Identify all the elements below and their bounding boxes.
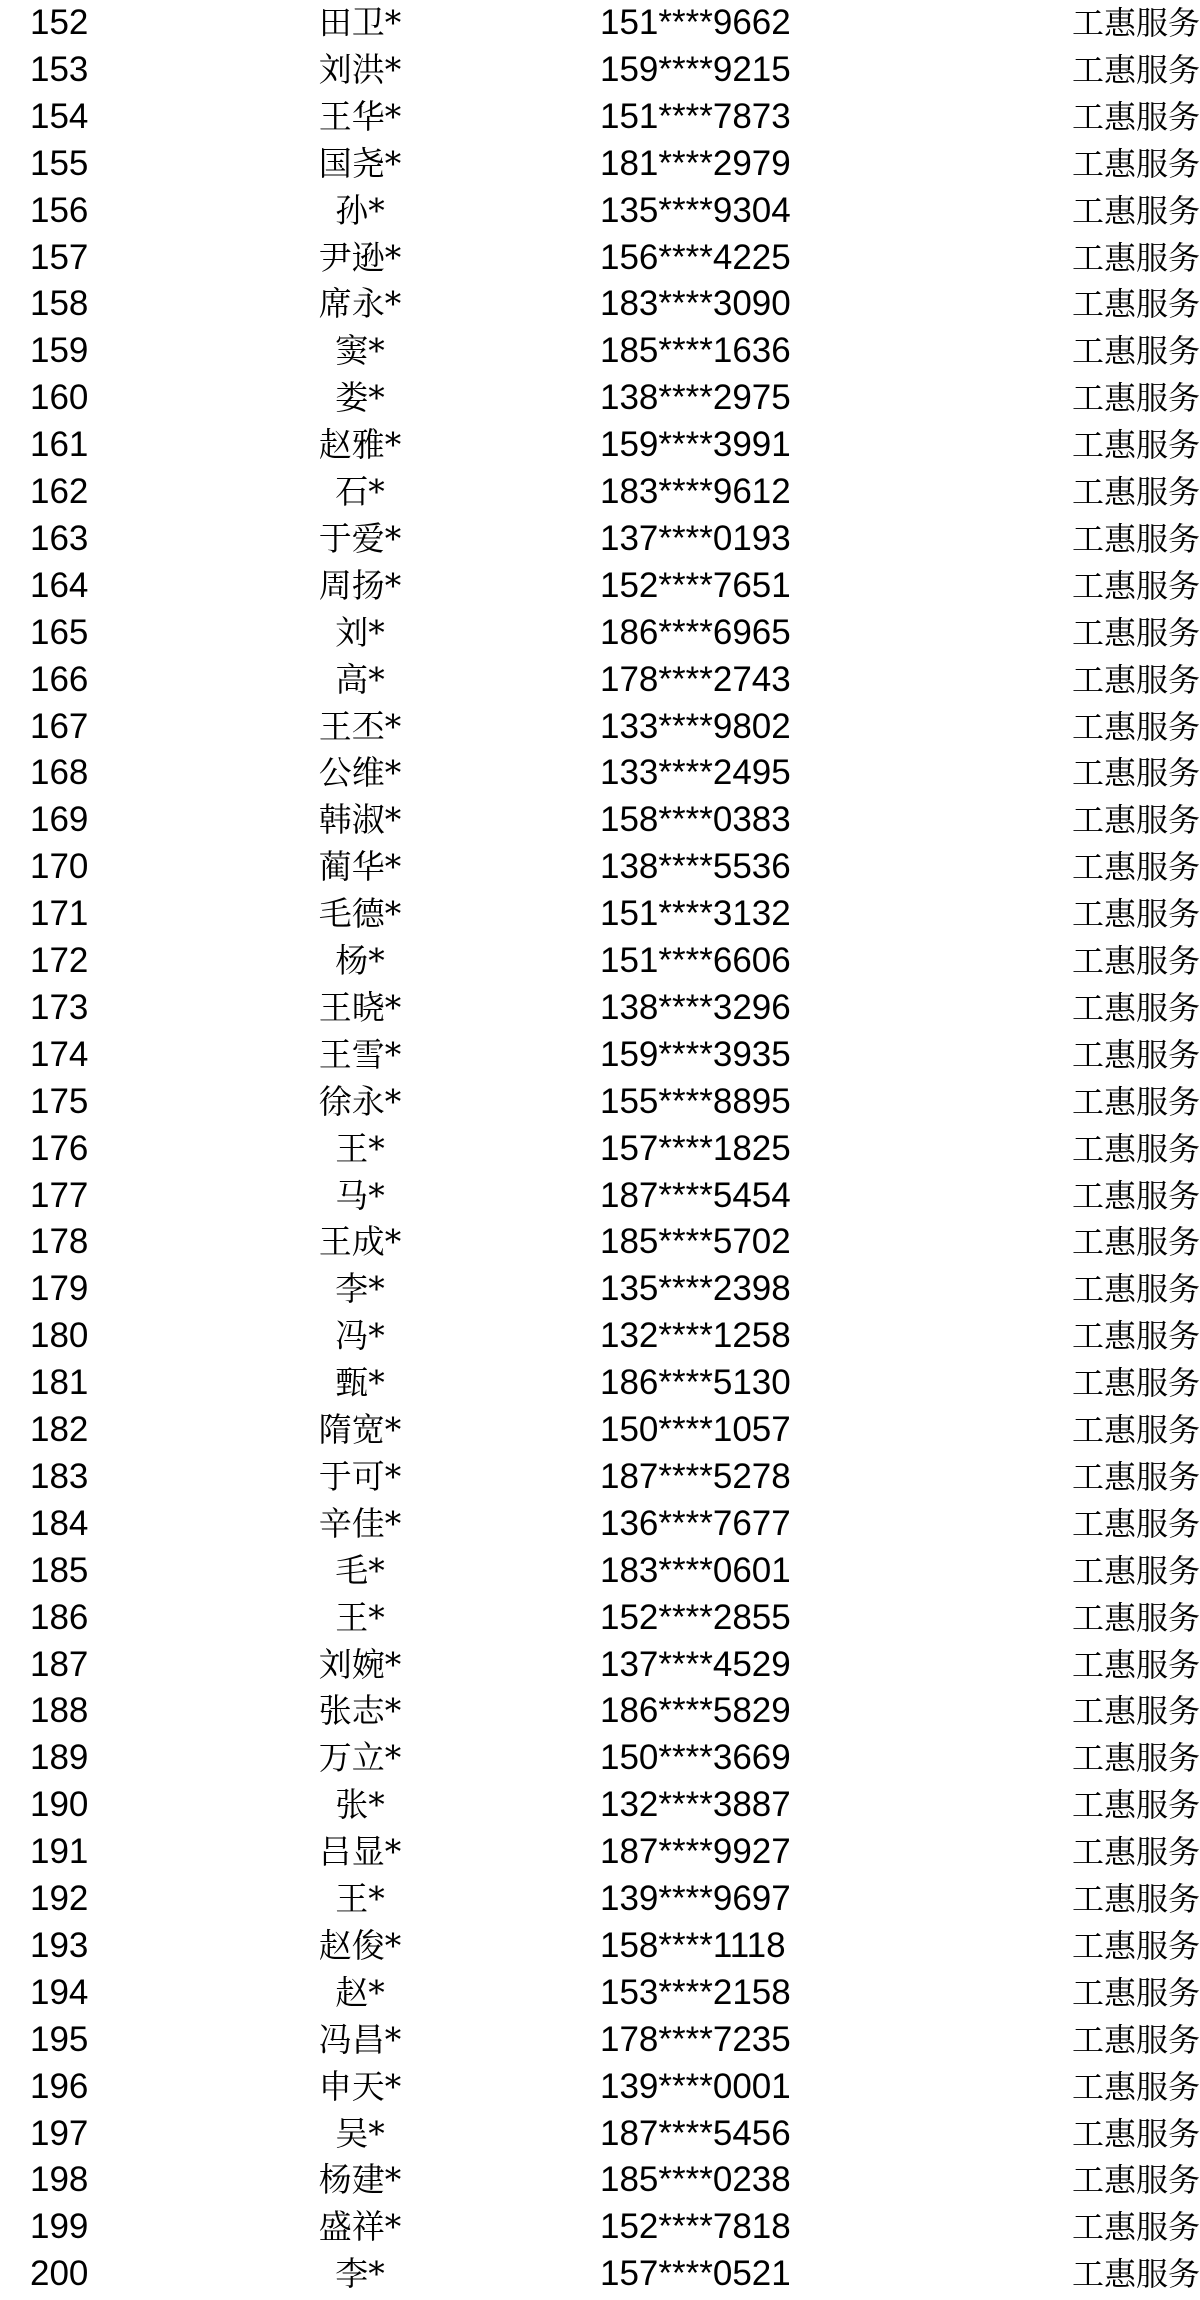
member-name: 公维* xyxy=(318,753,402,793)
table-row xyxy=(0,563,1200,610)
table-row xyxy=(0,1595,1200,1642)
phone-number: 138****5536 xyxy=(600,847,791,887)
row-number: 178 xyxy=(30,1222,89,1262)
phone-number: 138****2975 xyxy=(600,378,791,418)
row-number: 182 xyxy=(30,1410,89,1449)
phone-number: 158****0383 xyxy=(600,800,791,840)
service-type: 工惠服务 xyxy=(1071,942,1200,980)
member-name: 马* xyxy=(335,1175,385,1215)
phone-number: 151****7873 xyxy=(600,96,791,136)
member-name: 石* xyxy=(335,472,385,511)
table-row xyxy=(0,750,1200,797)
table-row xyxy=(0,0,1200,47)
row-number: 156 xyxy=(30,190,89,230)
row-number: 187 xyxy=(30,1644,89,1684)
table-row xyxy=(0,610,1200,657)
member-name: 王丕* xyxy=(318,706,402,746)
member-name: 于可* xyxy=(318,1456,402,1496)
phone-number: 132****3887 xyxy=(600,1785,791,1825)
table-row xyxy=(0,375,1200,422)
member-name: 刘* xyxy=(335,612,385,652)
phone-number: 150****3669 xyxy=(600,1738,791,1778)
member-name: 于爱* xyxy=(318,518,402,558)
member-name: 娄* xyxy=(335,378,385,418)
row-number: 152 xyxy=(30,3,89,42)
service-type: 工惠服务 xyxy=(1071,613,1200,652)
phone-number: 187****5454 xyxy=(600,1175,791,1215)
phone-number: 181****2979 xyxy=(600,143,791,183)
phone-number: 157****1825 xyxy=(600,1128,791,1168)
member-name: 冯昌* xyxy=(318,2019,402,2059)
phone-number: 139****0001 xyxy=(600,2066,791,2106)
member-name: 国尧* xyxy=(318,143,402,183)
service-type: 工惠服务 xyxy=(1071,2161,1200,2200)
phone-number: 138****3296 xyxy=(600,987,791,1027)
phone-number: 186****5829 xyxy=(600,1691,791,1731)
row-number: 172 xyxy=(30,941,89,980)
phone-number: 159****3935 xyxy=(600,1034,791,1074)
member-name: 王* xyxy=(335,1597,385,1637)
member-name: 毛德* xyxy=(318,894,402,934)
member-name: 徐永* xyxy=(318,1081,402,1121)
phone-number: 155****8895 xyxy=(600,1081,791,1121)
row-number: 160 xyxy=(30,378,89,418)
row-number: 155 xyxy=(30,143,89,183)
service-type: 工惠服务 xyxy=(1071,519,1200,558)
service-type: 工惠服务 xyxy=(1071,1457,1200,1496)
table-row xyxy=(0,469,1200,516)
service-type: 工惠服务 xyxy=(1071,1551,1200,1590)
row-number: 169 xyxy=(30,800,89,840)
table-row xyxy=(0,1266,1200,1313)
service-type: 工惠服务 xyxy=(1071,848,1200,887)
service-type: 工惠服务 xyxy=(1071,379,1200,418)
table-row xyxy=(0,1642,1200,1689)
phone-number: 135****9304 xyxy=(600,190,791,230)
table-row xyxy=(0,1548,1200,1595)
phone-number: 133****2495 xyxy=(600,753,791,793)
table-row xyxy=(0,938,1200,985)
member-name: 王华* xyxy=(318,96,402,136)
table-row xyxy=(0,2204,1200,2251)
row-number: 174 xyxy=(30,1034,89,1074)
member-name: 韩淑* xyxy=(318,800,402,840)
row-number: 181 xyxy=(30,1363,89,1403)
table-row xyxy=(0,891,1200,938)
row-number: 165 xyxy=(30,612,89,652)
table-row xyxy=(0,985,1200,1032)
phone-number: 150****1057 xyxy=(600,1410,791,1449)
phone-number: 135****2398 xyxy=(600,1269,791,1309)
row-number: 159 xyxy=(30,331,89,371)
service-type: 工惠服务 xyxy=(1071,1926,1200,1965)
member-name: 万立* xyxy=(318,1738,402,1778)
service-type: 工惠服务 xyxy=(1071,2067,1200,2106)
row-number: 196 xyxy=(30,2066,89,2106)
service-type: 工惠服务 xyxy=(1071,2255,1200,2294)
table-row xyxy=(0,704,1200,751)
phone-number: 159****3991 xyxy=(600,425,791,465)
phone-number: 133****9802 xyxy=(600,706,791,746)
table-row xyxy=(0,2111,1200,2158)
row-number: 179 xyxy=(30,1269,89,1309)
phone-number: 137****0193 xyxy=(600,518,791,558)
row-number: 157 xyxy=(30,237,89,277)
phone-number: 151****9662 xyxy=(600,3,791,42)
row-number: 192 xyxy=(30,1879,89,1918)
service-type: 工惠服务 xyxy=(1071,895,1200,934)
service-type: 工惠服务 xyxy=(1071,4,1200,42)
phone-number: 185****5702 xyxy=(600,1222,791,1262)
table-row xyxy=(0,1219,1200,1266)
table-row xyxy=(0,1360,1200,1407)
service-type: 工惠服务 xyxy=(1071,191,1200,230)
member-name: 蔺华* xyxy=(318,847,402,887)
member-name: 孙* xyxy=(335,190,385,230)
service-type: 工惠服务 xyxy=(1071,97,1200,136)
service-type: 工惠服务 xyxy=(1071,50,1200,89)
table-row xyxy=(0,422,1200,469)
service-type: 工惠服务 xyxy=(1071,1598,1200,1637)
member-name: 李* xyxy=(335,2254,385,2294)
member-name: 冯* xyxy=(335,1316,385,1356)
service-type: 工惠服务 xyxy=(1071,332,1200,371)
row-number: 193 xyxy=(30,1925,89,1965)
row-number: 186 xyxy=(30,1597,89,1637)
member-name: 田卫* xyxy=(318,3,402,42)
service-type: 工惠服务 xyxy=(1071,1223,1200,1262)
phone-number: 152****7818 xyxy=(600,2207,791,2247)
member-name: 隋宽* xyxy=(318,1410,402,1449)
table-row xyxy=(0,1735,1200,1782)
row-number: 158 xyxy=(30,284,89,324)
phone-number: 136****7677 xyxy=(600,1503,791,1543)
phone-number: 156****4225 xyxy=(600,237,791,277)
table-row xyxy=(0,2064,1200,2111)
table-row xyxy=(0,1079,1200,1126)
service-type: 工惠服务 xyxy=(1071,660,1200,699)
service-type: 工惠服务 xyxy=(1071,1973,1200,2012)
member-name: 刘婉* xyxy=(318,1644,402,1684)
row-number: 194 xyxy=(30,1972,89,2012)
service-type: 工惠服务 xyxy=(1071,2114,1200,2153)
row-number: 200 xyxy=(30,2254,89,2294)
row-number: 170 xyxy=(30,847,89,887)
table-row xyxy=(0,657,1200,704)
member-name: 吕显* xyxy=(318,1832,402,1872)
table-row xyxy=(0,94,1200,141)
service-type: 工惠服务 xyxy=(1071,1692,1200,1731)
row-number: 176 xyxy=(30,1128,89,1168)
member-name: 高* xyxy=(335,659,385,699)
member-name: 毛* xyxy=(335,1550,385,1590)
row-number: 177 xyxy=(30,1175,89,1215)
table-row xyxy=(0,1501,1200,1548)
row-number: 166 xyxy=(30,659,89,699)
row-number: 185 xyxy=(30,1550,89,1590)
phone-number: 186****6965 xyxy=(600,612,791,652)
phone-number: 152****7651 xyxy=(600,565,791,605)
table-row xyxy=(0,1407,1200,1454)
row-number: 195 xyxy=(30,2019,89,2059)
service-type: 工惠服务 xyxy=(1071,566,1200,605)
table-row xyxy=(0,235,1200,282)
service-type: 工惠服务 xyxy=(1071,1411,1200,1449)
table-row xyxy=(0,188,1200,235)
phone-number: 151****3132 xyxy=(600,894,791,934)
phone-number: 186****5130 xyxy=(600,1363,791,1403)
member-name: 周扬* xyxy=(318,565,402,605)
member-name: 赵* xyxy=(335,1972,385,2012)
member-name: 王* xyxy=(335,1128,385,1168)
phone-number: 187****5278 xyxy=(600,1456,791,1496)
table-row xyxy=(0,1970,1200,2017)
row-number: 189 xyxy=(30,1738,89,1778)
row-number: 171 xyxy=(30,894,89,934)
service-type: 工惠服务 xyxy=(1071,1786,1200,1825)
phone-number: 178****7235 xyxy=(600,2019,791,2059)
table-row xyxy=(0,516,1200,563)
table-row xyxy=(0,1126,1200,1173)
service-type: 工惠服务 xyxy=(1071,1833,1200,1872)
service-type: 工惠服务 xyxy=(1071,285,1200,324)
service-type: 工惠服务 xyxy=(1071,754,1200,793)
table-row xyxy=(0,281,1200,328)
member-name: 辛佳* xyxy=(318,1503,402,1543)
row-number: 168 xyxy=(30,753,89,793)
member-name: 杨建* xyxy=(318,2160,402,2200)
service-type: 工惠服务 xyxy=(1071,144,1200,183)
row-number: 190 xyxy=(30,1785,89,1825)
row-number: 191 xyxy=(30,1832,89,1872)
service-type: 工惠服务 xyxy=(1071,1739,1200,1778)
member-name: 盛祥* xyxy=(318,2207,402,2247)
row-number: 162 xyxy=(30,472,89,511)
service-type: 工惠服务 xyxy=(1071,1082,1200,1121)
phone-number: 187****9927 xyxy=(600,1832,791,1872)
service-type: 工惠服务 xyxy=(1071,426,1200,465)
service-type: 工惠服务 xyxy=(1071,1880,1200,1918)
row-number: 198 xyxy=(30,2160,89,2200)
table-row xyxy=(0,2251,1200,2298)
phone-number: 158****1118 xyxy=(600,1925,786,1965)
member-name: 申天* xyxy=(318,2066,402,2106)
phone-number: 185****1636 xyxy=(600,331,791,371)
table-row xyxy=(0,844,1200,891)
row-number: 183 xyxy=(30,1456,89,1496)
phone-number: 159****9215 xyxy=(600,49,791,89)
service-type: 工惠服务 xyxy=(1071,2208,1200,2247)
phone-number: 178****2743 xyxy=(600,659,791,699)
table-row xyxy=(0,797,1200,844)
phone-number: 183****9612 xyxy=(600,472,791,511)
member-name: 窦* xyxy=(335,331,385,371)
member-name: 张* xyxy=(335,1785,385,1825)
member-name: 李* xyxy=(335,1269,385,1309)
member-name: 甄* xyxy=(335,1363,385,1403)
service-type: 工惠服务 xyxy=(1071,1270,1200,1309)
service-type: 工惠服务 xyxy=(1071,1035,1200,1074)
phone-number: 151****6606 xyxy=(600,941,791,980)
table-row xyxy=(0,2157,1200,2204)
service-type: 工惠服务 xyxy=(1071,1645,1200,1684)
service-type: 工惠服务 xyxy=(1071,1504,1200,1543)
row-number: 188 xyxy=(30,1691,89,1731)
table-row xyxy=(0,1688,1200,1735)
phone-number: 153****2158 xyxy=(600,1972,791,2012)
member-name: 吴* xyxy=(335,2113,385,2153)
member-name: 王晓* xyxy=(318,987,402,1027)
service-type: 工惠服务 xyxy=(1071,1317,1200,1356)
member-name: 杨* xyxy=(335,941,385,980)
row-number: 154 xyxy=(30,96,89,136)
table-row xyxy=(0,1829,1200,1876)
row-number: 175 xyxy=(30,1081,89,1121)
row-number: 163 xyxy=(30,518,89,558)
service-type: 工惠服务 xyxy=(1071,801,1200,840)
row-number: 184 xyxy=(30,1503,89,1543)
member-name: 王雪* xyxy=(318,1034,402,1074)
phone-number: 185****0238 xyxy=(600,2160,791,2200)
table-row xyxy=(0,1876,1200,1923)
table-row xyxy=(0,141,1200,188)
phone-number: 152****2855 xyxy=(600,1597,791,1637)
table-row xyxy=(0,1782,1200,1829)
service-type: 工惠服务 xyxy=(1071,1176,1200,1215)
service-type: 工惠服务 xyxy=(1071,707,1200,746)
service-type: 工惠服务 xyxy=(1071,2020,1200,2059)
phone-number: 139****9697 xyxy=(600,1879,791,1918)
table-row xyxy=(0,2017,1200,2064)
member-name: 尹逊* xyxy=(318,237,402,277)
row-number: 197 xyxy=(30,2113,89,2153)
service-type: 工惠服务 xyxy=(1071,1129,1200,1168)
row-number: 164 xyxy=(30,565,89,605)
table-row xyxy=(0,1313,1200,1360)
table-row xyxy=(0,328,1200,375)
phone-number: 183****3090 xyxy=(600,284,791,324)
row-number: 153 xyxy=(30,49,89,89)
row-number: 161 xyxy=(30,425,89,465)
table-row xyxy=(0,1032,1200,1079)
member-name: 赵雅* xyxy=(318,425,402,465)
phone-number: 137****4529 xyxy=(600,1644,791,1684)
row-number: 167 xyxy=(30,706,89,746)
phone-number: 132****1258 xyxy=(600,1316,791,1356)
member-name: 席永* xyxy=(318,284,402,324)
member-name: 张志* xyxy=(318,1691,402,1731)
member-name: 赵俊* xyxy=(318,1925,402,1965)
phone-number: 157****0521 xyxy=(600,2254,791,2294)
table-row xyxy=(0,1923,1200,1970)
row-number: 180 xyxy=(30,1316,89,1356)
member-name: 刘洪* xyxy=(318,49,402,89)
service-type: 工惠服务 xyxy=(1071,238,1200,277)
phone-number: 187****5456 xyxy=(600,2113,791,2153)
member-name: 王* xyxy=(335,1879,385,1918)
row-number: 199 xyxy=(30,2207,89,2247)
service-type: 工惠服务 xyxy=(1071,1364,1200,1403)
service-type: 工惠服务 xyxy=(1071,473,1200,511)
table-row xyxy=(0,1454,1200,1501)
table-row xyxy=(0,1173,1200,1220)
service-type: 工惠服务 xyxy=(1071,988,1200,1027)
phone-number: 183****0601 xyxy=(600,1550,791,1590)
member-name: 王成* xyxy=(318,1222,402,1262)
row-number: 173 xyxy=(30,987,89,1027)
table-row xyxy=(0,47,1200,94)
